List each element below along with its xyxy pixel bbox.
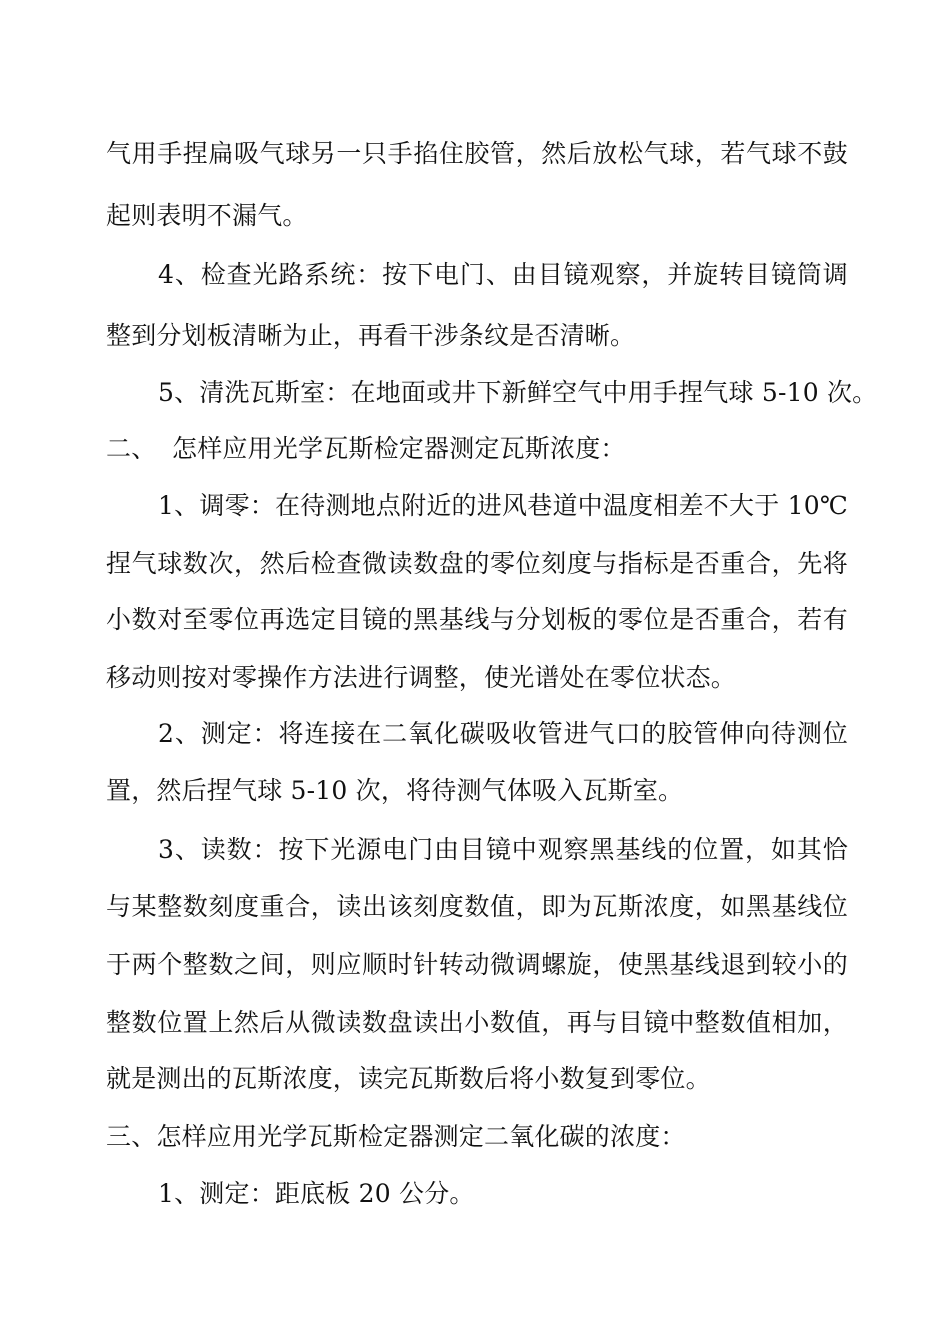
section-heading [106,431,848,467]
paragraph-line: 起则表明不漏气。 [106,201,308,230]
paragraph-line: 气用手捏扁吸气球另一只手掐住胶管，然后放松气球，若气球不鼓 [106,139,848,168]
paragraph-line: 于两个整数之间，则应顺时针转动微调螺旋，使黑基线退到较小的 [106,950,848,979]
paragraph-line: 4、检查光路系统：按下电门、由目镜观察，并旋转目镜筒调 [158,260,848,289]
paragraph-line: 5、清洗瓦斯室：在地面或井下新鲜空气中用手捏气球 5-10 次。 [158,378,878,407]
section-title: 怎样应用光学瓦斯检定器测定瓦斯浓度： [172,434,626,463]
section-heading: 三、怎样应用光学瓦斯检定器测定二氧化碳的浓度： [106,1122,686,1151]
paragraph-line: 1、调零：在待测地点附近的进风巷道中温度相差不大于 10℃ [158,491,848,520]
paragraph-line: 3、读数：按下光源电门由目镜中观察黑基线的位置，如其恰 [158,835,848,864]
paragraph-line: 就是测出的瓦斯浓度，读完瓦斯数后将小数复到零位。 [106,1064,711,1093]
paragraph-line: 与某整数刻度重合，读出该刻度数值，即为瓦斯浓度，如黑基线位 [106,892,848,921]
paragraph-line: 整到分划板清晰为止，再看干涉条纹是否清晰。 [106,321,636,350]
paragraph-line: 移动则按对零操作方法进行调整，使光谱处在零位状态。 [106,663,737,692]
paragraph-line: 捏气球数次，然后检查微读数盘的零位刻度与指标是否重合，先将 [106,549,848,578]
paragraph-line: 整数位置上然后从微读数盘读出小数值，再与目镜中整数值相加， [106,1008,848,1037]
section-number: 二、 [106,434,157,463]
paragraph-line: 1、测定：距底板 20 公分。 [158,1179,475,1208]
paragraph-line: 置，然后捏气球 5-10 次，将待测气体吸入瓦斯室。 [106,776,684,805]
paragraph-line: 小数对至零位再选定目镜的黑基线与分划板的零位是否重合，若有 [106,605,848,634]
paragraph-line: 2、测定：将连接在二氧化碳吸收管进气口的胶管伸向待测位 [158,719,848,748]
